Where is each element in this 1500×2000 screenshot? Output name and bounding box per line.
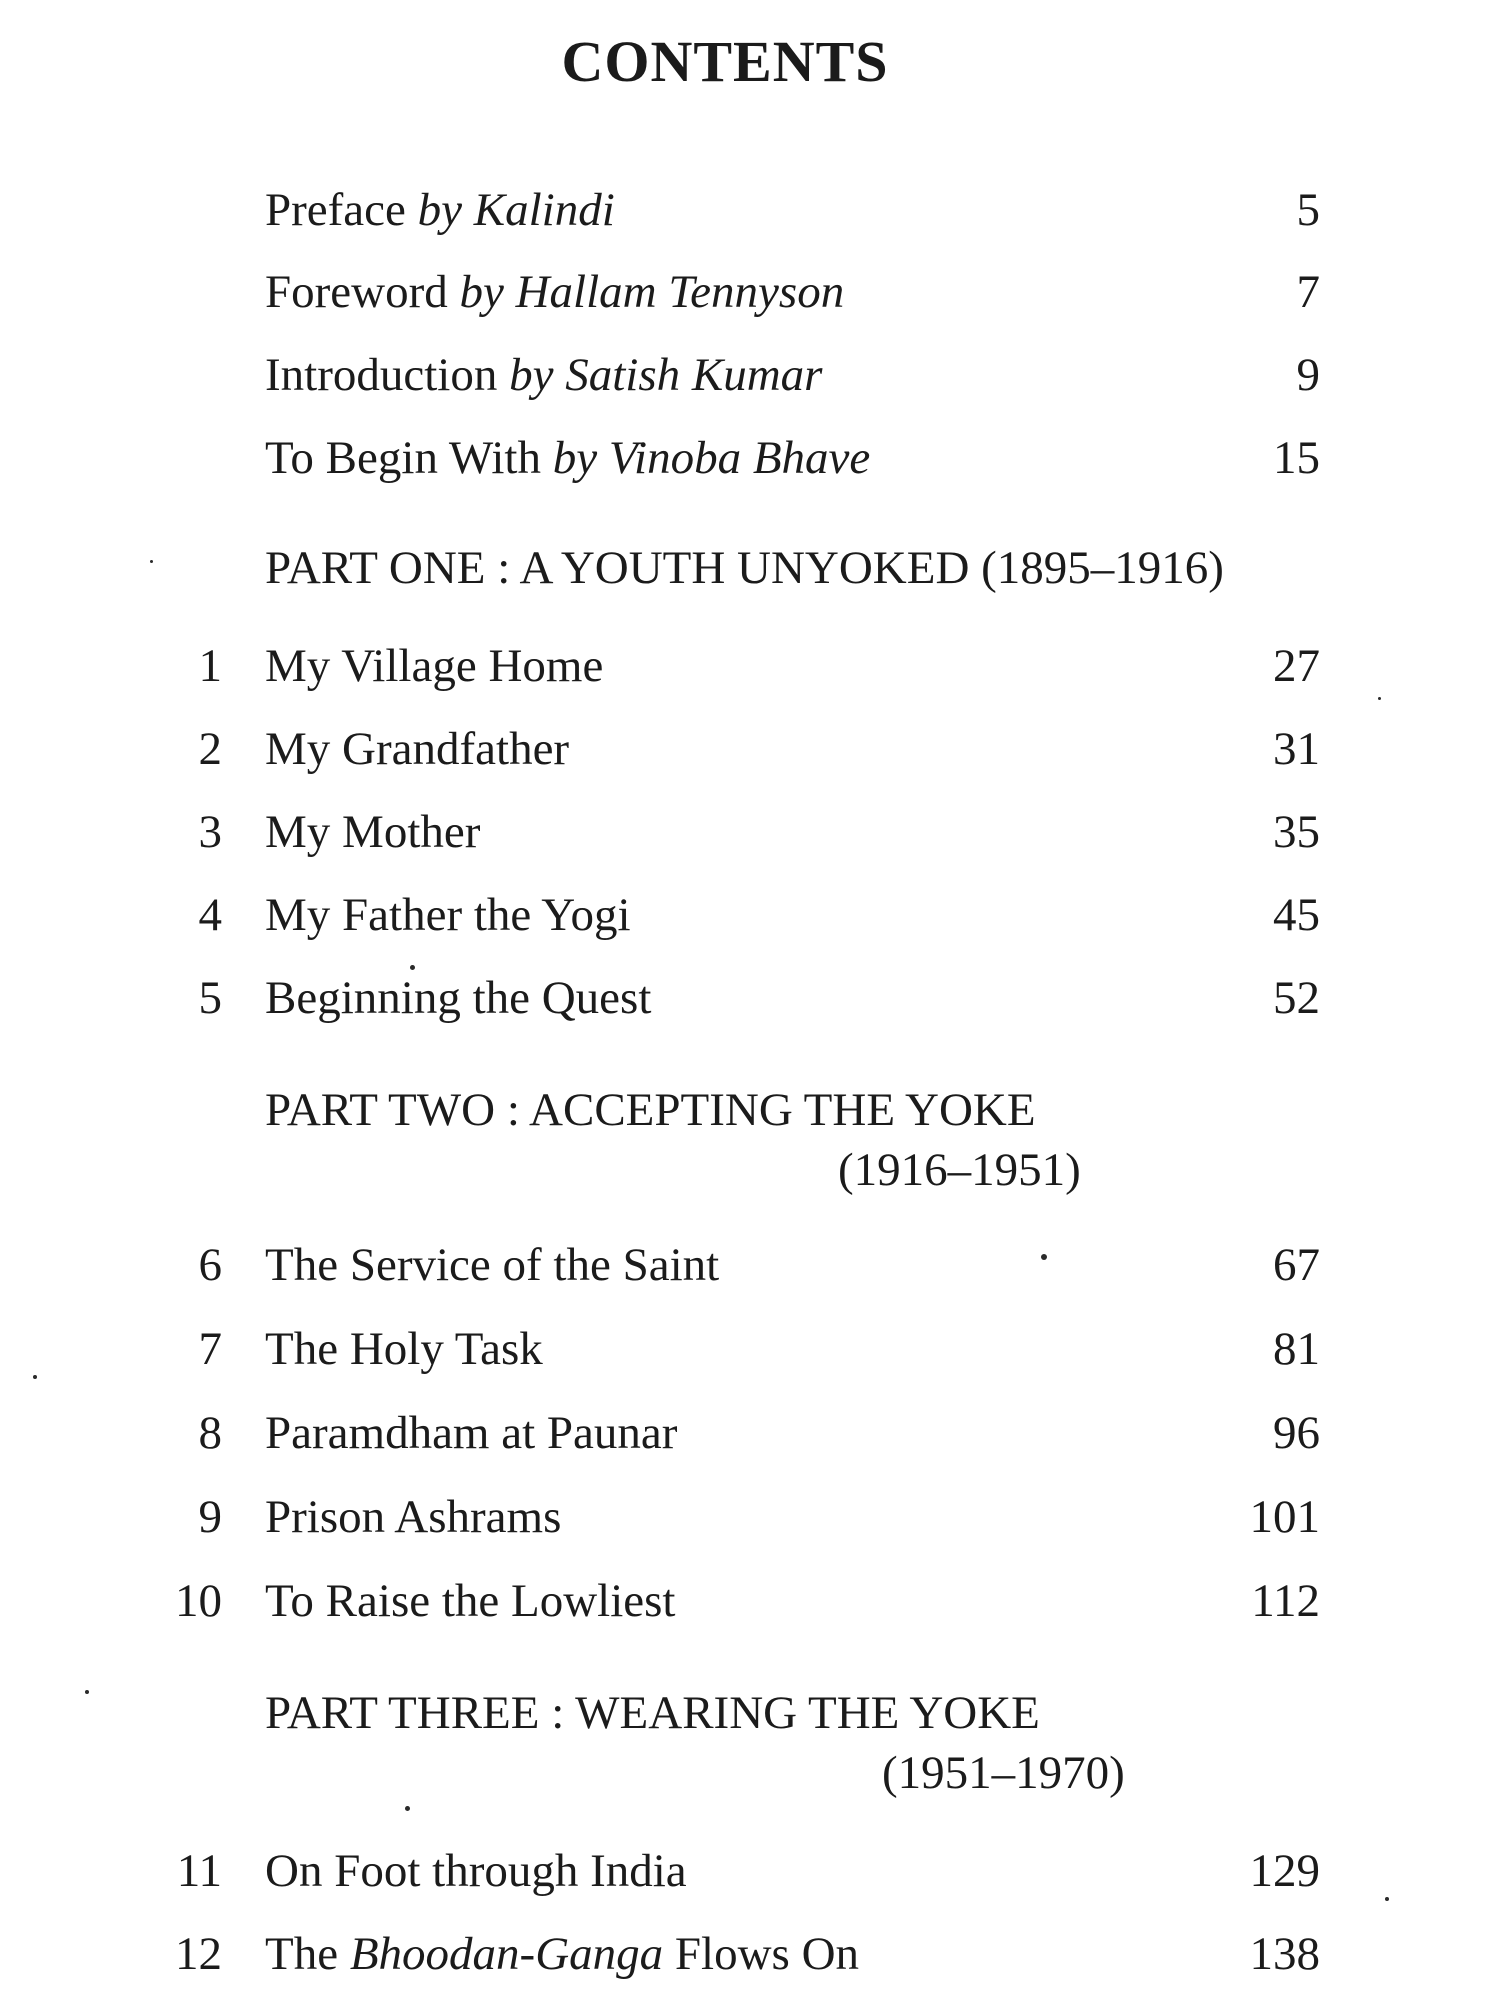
toc-entry-title: To Begin With by Vinoba Bhave	[265, 432, 871, 484]
toc-chapter-9[interactable]	[170, 1487, 1320, 1547]
toc-chapter-3[interactable]	[170, 802, 1320, 862]
scan-speck	[85, 1690, 89, 1694]
chapter-number: 1	[198, 640, 222, 692]
chapter-title: My Village Home	[265, 640, 604, 692]
chapter-page: 96	[1273, 1407, 1320, 1459]
chapter-page: 35	[1273, 806, 1320, 858]
toc-entry-title: Preface by Kalindi	[265, 184, 615, 236]
toc-chapter-7[interactable]	[170, 1319, 1320, 1379]
chapter-page: 138	[1249, 1928, 1320, 1980]
chapter-title: Paramdham at Paunar	[265, 1407, 678, 1459]
toc-entry-page: 7	[1296, 266, 1320, 318]
part-three-years: (1951–1970)	[882, 1747, 1125, 1799]
toc-entry-to-begin-with[interactable]	[170, 428, 1320, 488]
scan-speck	[410, 965, 415, 970]
chapter-number: 10	[175, 1575, 222, 1627]
chapter-title: Beginning the Quest	[265, 972, 652, 1024]
chapter-title: The Holy Task	[265, 1323, 543, 1375]
chapter-title: Prison Ashrams	[265, 1491, 562, 1543]
chapter-title: My Father the Yogi	[265, 889, 631, 941]
chapter-title: My Mother	[265, 806, 481, 858]
toc-entry-page: 9	[1296, 349, 1320, 401]
scan-speck	[33, 1375, 37, 1379]
chapter-number: 3	[198, 806, 222, 858]
scan-speck	[150, 560, 153, 563]
chapter-number: 7	[198, 1323, 222, 1375]
scan-speck	[405, 1806, 410, 1811]
chapter-title: To Raise the Lowliest	[265, 1575, 676, 1627]
part-two-heading: PART TWO : ACCEPTING THE YOKE	[265, 1084, 1036, 1136]
part-one-heading: PART ONE : A YOUTH UNYOKED (1895–1916)	[265, 542, 1224, 594]
chapter-page: 101	[1249, 1491, 1320, 1543]
chapter-number: 9	[198, 1491, 222, 1543]
toc-entry-title: Introduction by Satish Kumar	[265, 349, 823, 401]
toc-chapter-10[interactable]	[170, 1571, 1320, 1631]
chapter-title: The Bhoodan-Ganga Flows On	[265, 1928, 860, 1980]
toc-entry-foreword[interactable]	[170, 262, 1320, 322]
scan-speck	[1041, 1254, 1047, 1260]
chapter-page: 112	[1251, 1575, 1320, 1627]
chapter-title: My Grandfather	[265, 723, 570, 775]
chapter-page: 27	[1273, 640, 1320, 692]
scan-speck	[1385, 1897, 1389, 1901]
toc-entry-introduction[interactable]	[170, 345, 1320, 405]
chapter-page: 129	[1249, 1845, 1320, 1897]
chapter-page: 52	[1273, 972, 1320, 1024]
chapter-page: 67	[1273, 1239, 1320, 1291]
chapter-number: 11	[176, 1845, 222, 1897]
toc-entry-page: 15	[1273, 432, 1320, 484]
part-three-heading: PART THREE : WEARING THE YOKE	[265, 1687, 1040, 1739]
toc-chapter-5[interactable]	[170, 968, 1320, 1028]
toc-chapter-12[interactable]	[170, 1924, 1320, 1984]
page-title: CONTENTS	[561, 29, 889, 94]
chapter-page: 81	[1273, 1323, 1320, 1375]
chapter-number: 8	[198, 1407, 222, 1459]
chapter-page: 45	[1273, 889, 1320, 941]
toc-chapter-8[interactable]	[170, 1403, 1320, 1463]
toc-entry-preface[interactable]	[170, 180, 1320, 240]
toc-chapter-4[interactable]	[170, 885, 1320, 945]
chapter-page: 31	[1273, 723, 1320, 775]
chapter-number: 6	[198, 1239, 222, 1291]
chapter-title: On Foot through India	[265, 1845, 687, 1897]
scan-speck	[1378, 697, 1381, 700]
toc-entry-title: Foreword by Hallam Tennyson	[265, 266, 845, 318]
chapter-number: 5	[198, 972, 222, 1024]
toc-chapter-1[interactable]	[170, 636, 1320, 696]
chapter-number: 2	[198, 723, 222, 775]
chapter-number: 12	[175, 1928, 222, 1980]
part-two-years: (1916–1951)	[838, 1144, 1081, 1196]
chapter-number: 4	[198, 889, 222, 941]
toc-chapter-6[interactable]	[170, 1235, 1320, 1295]
chapter-title: The Service of the Saint	[265, 1239, 720, 1291]
toc-chapter-11[interactable]	[170, 1841, 1320, 1901]
toc-entry-page: 5	[1296, 184, 1320, 236]
toc-chapter-2[interactable]	[170, 719, 1320, 779]
